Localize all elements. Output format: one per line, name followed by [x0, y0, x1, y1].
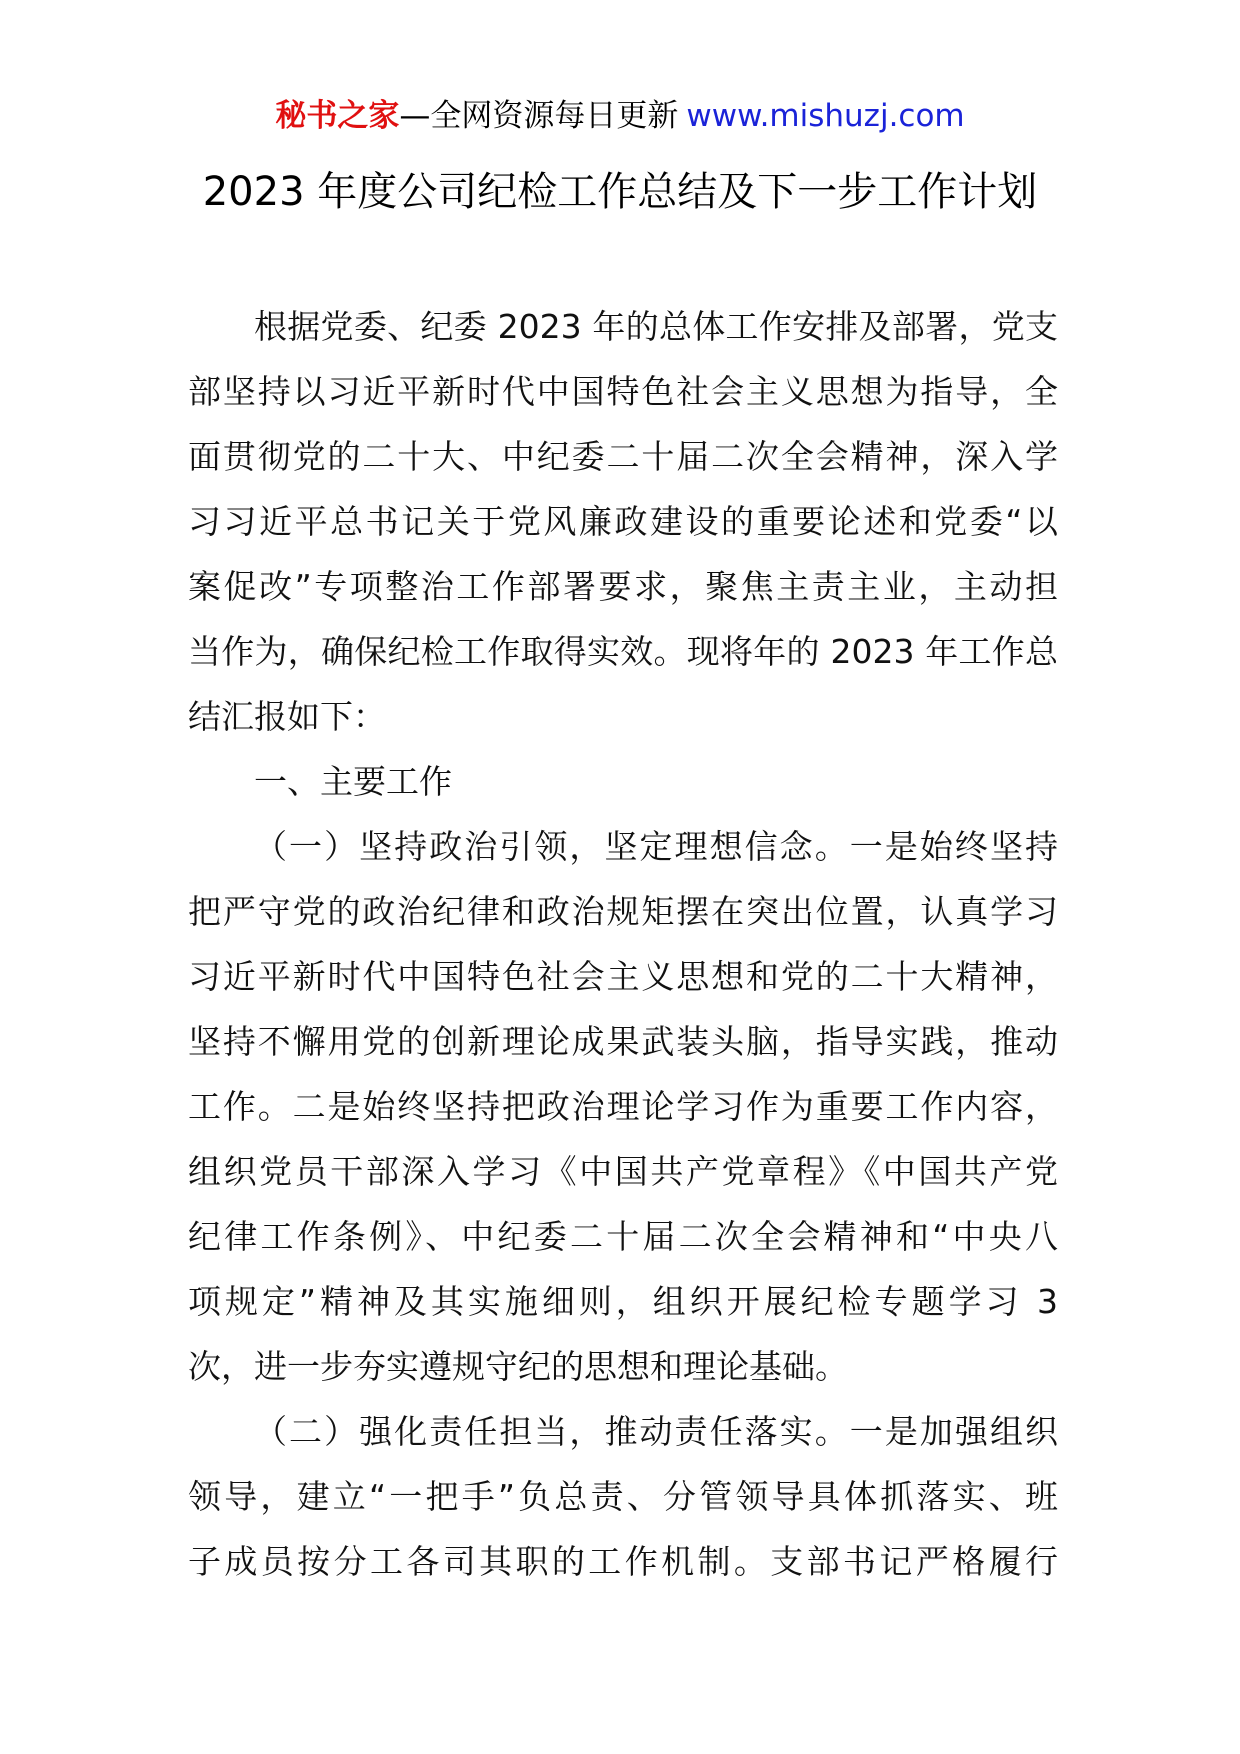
paragraph-line: 子成员按分工各司其职的工作机制。支部书记严格履行 [188, 1542, 1058, 1581]
paragraph-line: 结汇报如下： [188, 697, 386, 736]
paragraph-line: 部坚持以习近平新时代中国特色社会主义思想为指导，全 [188, 372, 1058, 411]
paragraph-line: （一）坚持政治引领，坚定理想信念。一是始终坚持 [254, 827, 1058, 866]
paragraph-line: 领导，建立“一把手”负总责、分管领导具体抓落实、班 [188, 1477, 1058, 1516]
paragraph-line: 组织党员干部深入学习《中国共产党章程》《中国共产党 [188, 1152, 1058, 1191]
document-title: 2023 年度公司纪检工作总结及下一步工作计划 [202, 169, 1038, 215]
section-heading: 一、主要工作 [254, 762, 452, 801]
site-tagline: —全网资源每日更新 [399, 98, 679, 134]
site-url-link[interactable]: www.mishuzj.com [686, 98, 965, 134]
site-brand: 秘书之家 [275, 98, 400, 134]
paragraph-line: 习近平新时代中国特色社会主义思想和党的二十大精神， [188, 957, 1058, 996]
paragraph-line: 习习近平总书记关于党风廉政建设的重要论述和党委“以 [188, 502, 1058, 541]
paragraph-line: （二）强化责任担当，推动责任落实。一是加强组织 [254, 1412, 1058, 1451]
paragraph-line: 项规定”精神及其实施细则，组织开展纪检专题学习 3 [188, 1282, 1058, 1321]
paragraph-line: 纪律工作条例》、中纪委二十届二次全会精神和“中央八 [188, 1217, 1058, 1256]
paragraph-line: 工作。二是始终坚持把政治理论学习作为重要工作内容， [188, 1087, 1058, 1126]
site-header [0, 96, 1240, 136]
document-body [188, 294, 1058, 1594]
paragraph-line: 面贯彻党的二十大、中纪委二十届二次全会精神，深入学 [188, 437, 1058, 476]
paragraph-line: 把严守党的政治纪律和政治规矩摆在突出位置，认真学习 [188, 892, 1058, 931]
paragraph-line: 坚持不懈用党的创新理论成果武装头脑，指导实践，推动 [188, 1022, 1058, 1061]
paragraph-line: 案促改”专项整治工作部署要求，聚焦主责主业，主动担 [188, 567, 1058, 606]
paragraph-line: 根据党委、纪委 2023 年的总体工作安排及部署，党支 [254, 307, 1058, 346]
paragraph-line: 次，进一步夯实遵规守纪的思想和理论基础。 [188, 1347, 848, 1386]
paragraph-line: 当作为，确保纪检工作取得实效。现将年的 2023 年工作总 [188, 632, 1058, 671]
